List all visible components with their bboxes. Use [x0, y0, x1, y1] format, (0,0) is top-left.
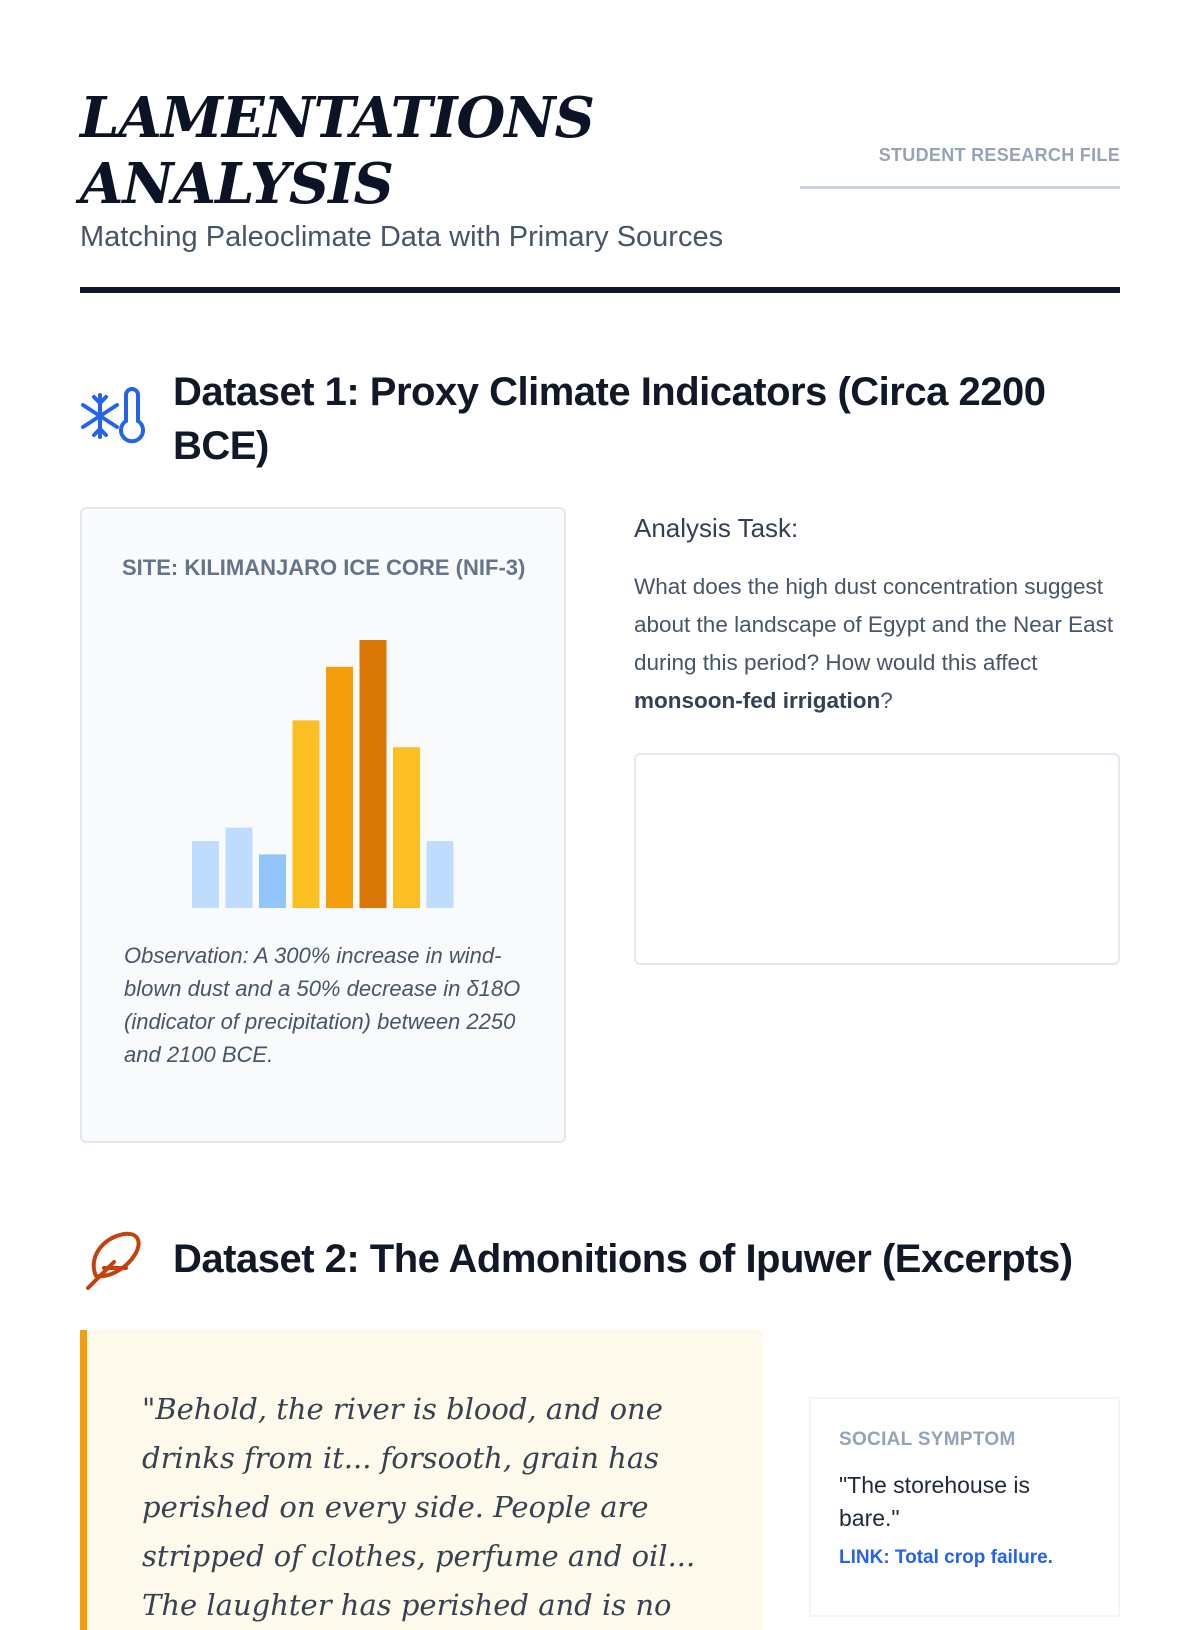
chart-bar	[226, 828, 253, 908]
file-tag: STUDENT RESEARCH FILE	[800, 145, 1120, 189]
chart-bar	[360, 640, 387, 908]
ice-core-card	[80, 507, 566, 1143]
title-line-2: ANALYSIS	[80, 151, 393, 217]
chart-bar	[427, 841, 454, 908]
page-title	[80, 85, 720, 217]
symptom-label: SOCIAL SYMPTOM	[839, 1429, 1016, 1450]
header-divider	[80, 287, 1120, 293]
dust-bar-chart	[120, 624, 530, 924]
symptom-quote: "The storehouse is bare."	[839, 1472, 1030, 1531]
ipuwer-excerpt	[80, 1330, 763, 1630]
task-label: Analysis Task:	[634, 513, 799, 543]
observation-text: Observation: A 300% increase in wind-blown dust and a 50% decrease in δ18O (indicator of precipitation) between 2250 and 2100 BCE.	[124, 943, 521, 1067]
answer-field[interactable]	[634, 753, 1120, 965]
title-line-1: LAMENTATIONS	[80, 85, 594, 151]
feather-quill-icon	[80, 1228, 146, 1294]
symptom-link[interactable]: LINK: Total crop failure.	[839, 1547, 1053, 1568]
task-question-end: ?	[880, 688, 893, 713]
page-subtitle: Matching Paleoclimate Data with Primary Sources	[80, 221, 724, 253]
task-question	[634, 568, 1120, 720]
chart-bar	[192, 841, 219, 908]
dataset2-title: Dataset 2: The Admonitions of Ipuwer (Excerpts)	[173, 1237, 1073, 1281]
chart-bar	[293, 720, 320, 908]
excerpt-quote: "Behold, the river is blood, and one drinks from it... forsooth, grain has perished on every side. People are stripped of clothes, perfume and oil... The laughter has perished and is no	[142, 1392, 696, 1622]
chart-bar	[326, 667, 353, 908]
social-symptom-card	[809, 1397, 1120, 1617]
page-header	[80, 85, 1120, 295]
analysis-task	[634, 507, 1120, 720]
site-label: SITE: KILIMANJARO ICE CORE (NIF-3)	[122, 555, 526, 580]
task-question-start: What does the high dust concentration suggest about the landscape of Egypt and the Near East during this period? How would this affect	[634, 574, 1114, 675]
chart-bar	[259, 854, 286, 908]
dataset1-title: Dataset 1: Proxy Climate Indicators (Circa 2200 BCE)	[173, 370, 1046, 468]
snowflake-thermometer-icon	[80, 383, 146, 449]
task-question-emphasis: monsoon-fed irrigation	[634, 688, 881, 713]
chart-bar	[393, 747, 420, 908]
